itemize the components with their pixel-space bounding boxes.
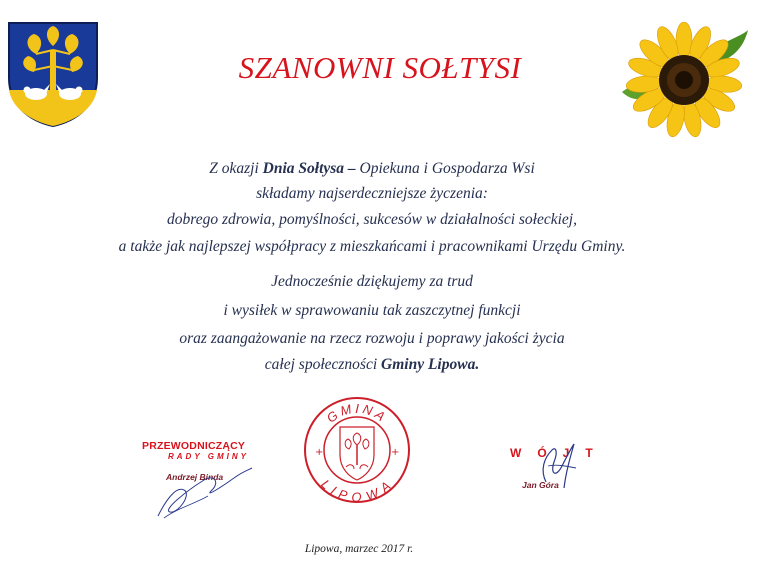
page-title: SZANOWNI SOŁTYSI	[238, 50, 522, 85]
greeting-line-3: dobrego zdrowia, pomyślności, sukcesów w działalności sołeckiej,	[167, 211, 577, 228]
sunflower-image	[614, 22, 754, 138]
greeting-text: Z okazji	[209, 160, 263, 177]
thanks-line-2: i wysiłek w sprawowaniu tak zaszczytnej funkcji	[223, 302, 521, 319]
mayor-name: Jan Góra	[522, 480, 559, 490]
greeting-line-4: a także jak najlepszej współpracy z mieszkańcami i pracownikami Urzędu Gminy.	[118, 238, 626, 255]
thanks-text: całej społeczności	[264, 356, 382, 373]
greeting-line-1	[0, 160, 744, 178]
chairman-signature-scribble	[148, 460, 258, 520]
gmina-seal-stamp	[302, 395, 412, 505]
mayor-title: WÓJT	[510, 446, 609, 460]
svg-text:+: +	[391, 447, 400, 458]
thanks-emphasis: Gminy Lipowa.	[381, 356, 480, 373]
thanks-line-3: oraz zaangażowanie na rzecz rozwoju i poprawy jakości życia	[179, 330, 565, 347]
chairman-name: Andrzej Binda	[166, 472, 224, 482]
greeting-line-2: składamy najserdeczniejsze życzenia:	[256, 185, 488, 202]
signature-chairman	[138, 440, 258, 520]
svg-text:+: +	[315, 447, 324, 458]
greeting-text: Opiekuna i Gospodarza Wsi	[359, 160, 535, 177]
seal-bottom-text: LIPOWA	[318, 476, 396, 505]
mayor-signature-scribble	[526, 436, 586, 498]
chairman-title-2: RADY GMINY	[168, 452, 249, 461]
signature-mayor	[506, 436, 609, 506]
seal-top-text: GMINA	[323, 400, 391, 426]
place-date-footer: Lipowa, marzec 2017 r.	[304, 543, 414, 555]
chairman-title: PRZEWODNICZĄCY	[142, 440, 246, 452]
thanks-line-4	[0, 356, 744, 374]
thanks-line-1: Jednocześnie dziękujemy za trud	[271, 273, 473, 290]
greeting-emphasis: Dnia Sołtysa –	[262, 160, 360, 177]
